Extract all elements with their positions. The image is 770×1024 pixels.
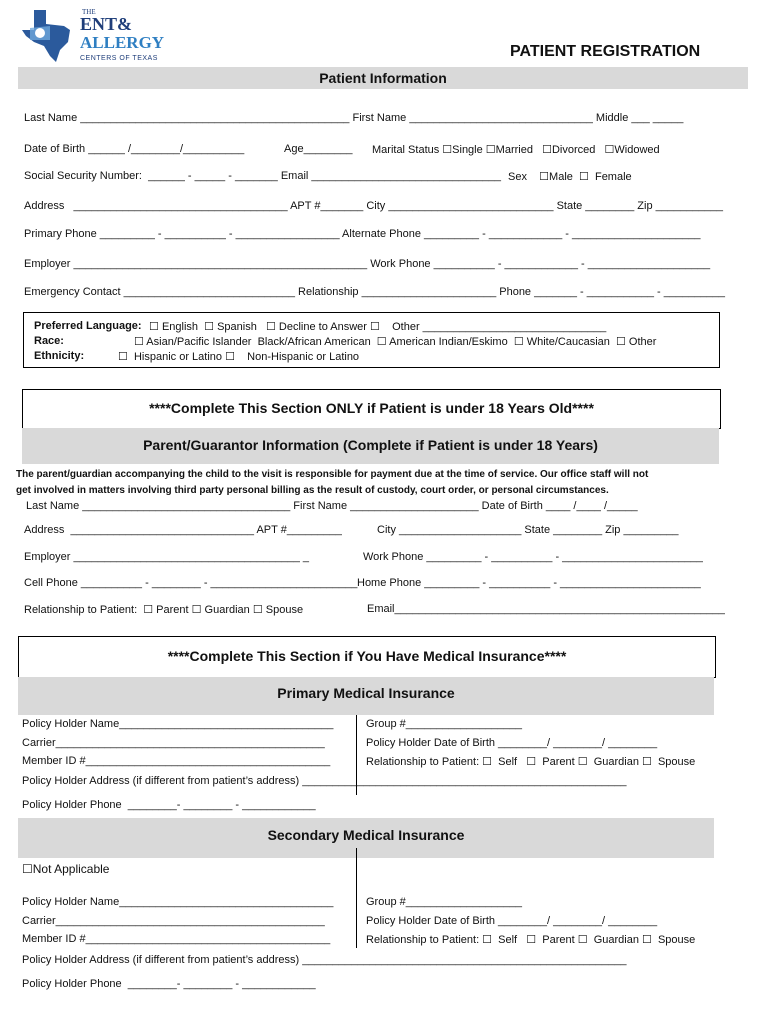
primary-carrier-field[interactable]: Carrier____________________________________________ bbox=[22, 737, 325, 749]
guarantor-email-field[interactable]: Email______________________________________________________ bbox=[367, 603, 725, 615]
race-label: Race: bbox=[34, 335, 64, 347]
secondary-insurance-title: Secondary Medical Insurance bbox=[267, 827, 465, 843]
insurance-notice-box bbox=[18, 636, 716, 678]
secondary-holder-phone-field[interactable]: Policy Holder Phone ________- ________ - ____________ bbox=[22, 978, 316, 990]
secondary-holder-address-field[interactable]: Policy Holder Address (if different from patient’s address) _____________________________________________________ bbox=[22, 954, 627, 966]
texas-map-icon bbox=[20, 6, 190, 68]
demographics-box bbox=[23, 312, 720, 368]
guarantor-relationship-options[interactable]: Relationship to Patient: ☐ Parent ☐ Guardian ☐ Spouse bbox=[24, 604, 304, 616]
preferred-language-options[interactable]: ☐ English ☐ Spanish ☐ Decline to Answer ☐ Other ______________________________ bbox=[146, 321, 607, 333]
secondary-relationship-options[interactable]: Relationship to Patient: ☐ Self ☐ Parent ☐ Guardian ☐ Spouse bbox=[366, 934, 696, 946]
ssn-email-row[interactable]: Social Security Number: ______ - _____ - _______ Email _______________________________ bbox=[24, 170, 502, 182]
guarantor-bar bbox=[22, 428, 719, 464]
primary-holder-name-field[interactable]: Policy Holder Name___________________________________ bbox=[22, 718, 334, 730]
minor-notice-text: ****Complete This Section ONLY if Patient is under 18 Years Old**** bbox=[149, 400, 594, 416]
secondary-insurance-bar bbox=[18, 818, 714, 858]
primary-holder-address-field[interactable]: Policy Holder Address (if different from patient’s address) _____________________________________________________ bbox=[22, 775, 627, 787]
emergency-contact-row[interactable]: Emergency Contact ____________________________ Relationship ______________________ Phone _______ - ___________ - __________ bbox=[24, 286, 725, 298]
secondary-carrier-field[interactable]: Carrier____________________________________________ bbox=[22, 915, 325, 927]
logo-allergy-text: ALLERGY bbox=[80, 33, 165, 52]
guarantor-city-field[interactable]: City ____________________ State ________ Zip _________ bbox=[377, 524, 679, 536]
guarantor-home-phone-field[interactable]: Home Phone _________ - __________ - _______________________ bbox=[357, 577, 701, 589]
guarantor-title: Parent/Guarantor Information (Complete if Patient is under 18 Years) bbox=[143, 437, 598, 453]
ethnicity-options[interactable]: ☐ Hispanic or Latino ☐ Non-Hispanic or Latino bbox=[118, 351, 360, 363]
patient-info-bar bbox=[18, 67, 748, 89]
marital-status-options[interactable]: Marital Status ☐Single ☐Married ☐Divorced ☐Widowed bbox=[372, 144, 660, 156]
secondary-group-field[interactable]: Group #___________________ bbox=[366, 896, 522, 908]
guarantor-cell-phone-field[interactable]: Cell Phone __________ - ________ - ________________________ bbox=[24, 577, 358, 589]
patient-dob-field[interactable]: Date of Birth ______ /________/__________ bbox=[24, 143, 245, 155]
guarantor-note-line2: get involved in matters involving third party personal billing as the result of custody, court order, or personal circumstances. bbox=[16, 485, 609, 496]
primary-holder-phone-field[interactable]: Policy Holder Phone ________- ________ - ____________ bbox=[22, 799, 316, 811]
phone-row[interactable]: Primary Phone _________ - __________ - _________________ Alternate Phone _________ - ____________ - _____________________ bbox=[24, 228, 701, 240]
primary-group-field[interactable]: Group #___________________ bbox=[366, 718, 522, 730]
secondary-member-id-field[interactable]: Member ID #________________________________________ bbox=[22, 933, 331, 945]
ent-allergy-logo bbox=[20, 6, 190, 68]
logo-centers-text: CENTERS OF TEXAS bbox=[80, 55, 158, 62]
minor-notice-box bbox=[22, 389, 721, 429]
guarantor-address-field[interactable]: Address ______________________________ APT #_________ bbox=[24, 524, 342, 536]
form-title: PATIENT REGISTRATION bbox=[510, 43, 701, 60]
race-options[interactable]: ☐ Asian/Pacific Islander Black/African American ☐ American Indian/Eskimo ☐ White/Caucasian ☐ Other bbox=[134, 336, 657, 348]
patient-name-row[interactable]: Last Name ____________________________________________ First Name ______________________________ Middle ___ _____ bbox=[24, 112, 684, 124]
primary-member-id-field[interactable]: Member ID #________________________________________ bbox=[22, 755, 331, 767]
address-row[interactable]: Address ___________________________________ APT #_______ City ___________________________ State ________ Zip ___________ bbox=[24, 200, 723, 212]
guarantor-employer-field[interactable]: Employer _____________________________________ _ bbox=[24, 551, 310, 563]
guarantor-note-line1: The parent/guardian accompanying the child to the visit is responsible for payment due at the time of service. Our office staff will not bbox=[16, 469, 649, 480]
secondary-holder-name-field[interactable]: Policy Holder Name___________________________________ bbox=[22, 896, 334, 908]
secondary-divider bbox=[356, 848, 357, 948]
primary-insurance-bar bbox=[18, 677, 714, 715]
primary-insurance-title: Primary Medical Insurance bbox=[277, 685, 455, 701]
guarantor-name-row[interactable]: Last Name __________________________________ First Name _____________________ Date of Birth ____ /____ /_____ bbox=[26, 500, 638, 512]
sex-options[interactable]: Sex ☐Male ☐ Female bbox=[508, 171, 632, 183]
secondary-holder-dob-field[interactable]: Policy Holder Date of Birth ________/ ________/ ________ bbox=[366, 915, 658, 927]
patient-age-field[interactable]: Age________ bbox=[284, 143, 353, 155]
patient-info-title: Patient Information bbox=[319, 70, 447, 86]
insurance-notice-text: ****Complete This Section if You Have Medical Insurance**** bbox=[167, 648, 567, 664]
primary-holder-dob-field[interactable]: Policy Holder Date of Birth ________/ ________/ ________ bbox=[366, 737, 658, 749]
employer-row[interactable]: Employer ________________________________________________ Work Phone __________ - ____________ - ____________________ bbox=[24, 258, 711, 270]
primary-relationship-options[interactable]: Relationship to Patient: ☐ Self ☐ Parent ☐ Guardian ☐ Spouse bbox=[366, 756, 696, 768]
preferred-language-label: Preferred Language: bbox=[34, 320, 142, 332]
ethnicity-label: Ethnicity: bbox=[34, 350, 85, 362]
logo-ent-text: ENT& bbox=[80, 14, 133, 34]
guarantor-work-phone-field[interactable]: Work Phone _________ - __________ - _______________________ bbox=[363, 551, 703, 563]
logo-the-text: THE bbox=[82, 8, 96, 16]
secondary-not-applicable-checkbox[interactable]: ☐Not Applicable bbox=[22, 862, 110, 876]
